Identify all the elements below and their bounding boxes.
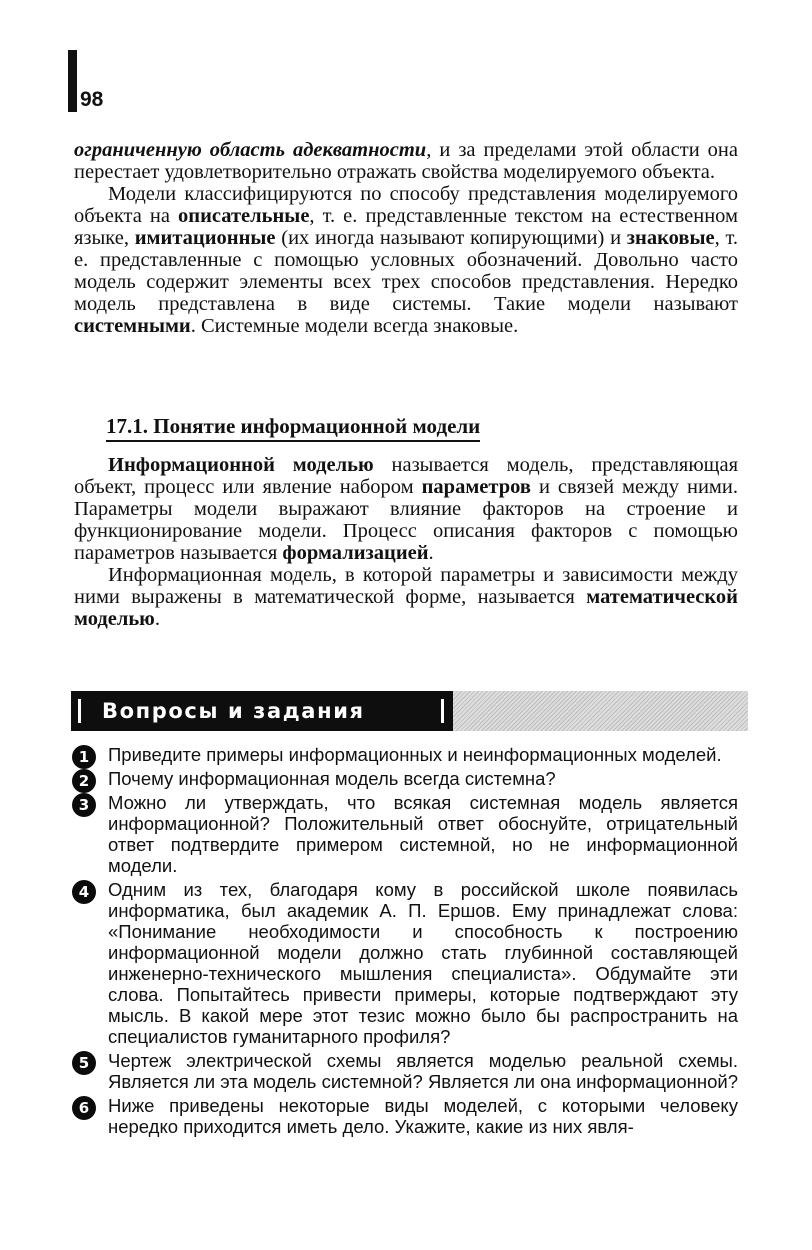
bracket-left-icon [78, 699, 81, 723]
text-run: Модели классифицируются по способу представления моделируемого объекта на [74, 183, 738, 227]
intro-paragraph-2 [74, 183, 738, 337]
section-paragraph-2 [74, 564, 738, 630]
text-run: называется модель, представляющая объект, процесс или явление набором [74, 454, 738, 498]
question-text: Почему информационная модель всегда системна? [108, 768, 556, 789]
intro-paragraph-1 [74, 139, 738, 183]
section-text [74, 454, 738, 630]
intro-text [74, 139, 738, 337]
questions-title: Вопросы и задания [102, 699, 365, 723]
bold-term: знаковые [626, 227, 715, 249]
text-run: . [154, 608, 160, 630]
question-item [70, 1050, 738, 1092]
text-run: и связей между ними. Параметры модели выражают влияние факторов на строение и функционирование модели. Процесс описания факторов с помощью параметров называется [74, 476, 738, 564]
section-paragraph-1 [74, 454, 738, 564]
text-run: (их иногда называют копирующими) и [275, 227, 627, 249]
bold-term: имитационные [134, 227, 276, 249]
bracket-right-icon [441, 699, 444, 723]
bold-term: Информационной моделью [108, 454, 374, 476]
question-text: Ниже приведены некоторые виды моделей, с которыми человеку нередко приходится иметь дело. Укажите, какие из них явля- [108, 1095, 738, 1137]
text-run: . Системные модели всегда знаковые. [190, 315, 519, 337]
page-number: 98 [80, 88, 104, 111]
bold-term: параметров [421, 476, 531, 498]
bold-term: математической моделью [74, 586, 738, 630]
question-number-icon: 3 [72, 793, 96, 817]
question-item [70, 879, 738, 1047]
bold-term: формализацией [282, 542, 429, 564]
question-number-icon: 5 [72, 1051, 96, 1075]
question-text: Одним из тех, благодаря кому в российской школе появилась информатика, был академик А. П. Ершов. Ему принадлежат слова: «Понимание необходимости и способность к построению информационной модели должно стать глубинной составляющей инженерно-технического мышления специалиста». Обдумайте эти слова. Попытайтесь привести примеры, которые подтверждают эту мысль. В какой мере этот тезис можно было бы распространить на специалистов гуманитарного профиля? [108, 879, 738, 1047]
questions-list [70, 744, 738, 1140]
section-heading: 17.1. Понятие информационной модели [106, 414, 480, 442]
question-item [70, 744, 738, 765]
text-run: . [428, 542, 434, 564]
question-number-icon: 6 [72, 1096, 96, 1120]
questions-header-bar [71, 691, 748, 731]
bold-term: системными [74, 315, 191, 337]
question-number-icon: 2 [72, 769, 96, 793]
question-text: Чертеж электрической схемы является моделью реальной схемы. Является ли эта модель системной? Является ли она информационной? [108, 1050, 738, 1092]
question-item [70, 792, 738, 876]
text-run: , и за пределами этой области она перестает удовлетворительно отражать свойства моделируемого объекта. [74, 139, 739, 183]
question-number-icon: 1 [72, 745, 96, 769]
text-run: Информационная модель, в которой параметры и зависимости между ними выражены в математической форме, называется [74, 564, 738, 608]
question-item [70, 768, 738, 789]
question-text: Приведите примеры информационных и неинформационных моделей. [108, 744, 722, 765]
questions-header-label-bg [71, 691, 453, 731]
question-text: Можно ли утверждать, что всякая системная модель является информационной? Положительный ответ обоснуйте, отрицательный ответ подтвердите примером системной, но не информационной модели. [108, 792, 738, 876]
question-item [70, 1095, 738, 1137]
text-run: , т. е. представленные с помощью условных обозначений. Довольно часто модель содержит элементы всех трех способов представления. Нередко модель представлена в виде системы. Такие модели называют [74, 227, 738, 315]
text-run: , т. е. представленные текстом на естественном языке, [74, 205, 739, 249]
emphasis-term: ограниченную область адекватности [74, 139, 427, 161]
page-marker-bar [68, 50, 77, 112]
question-number-icon: 4 [72, 880, 96, 904]
bold-term: описательные [178, 205, 310, 227]
